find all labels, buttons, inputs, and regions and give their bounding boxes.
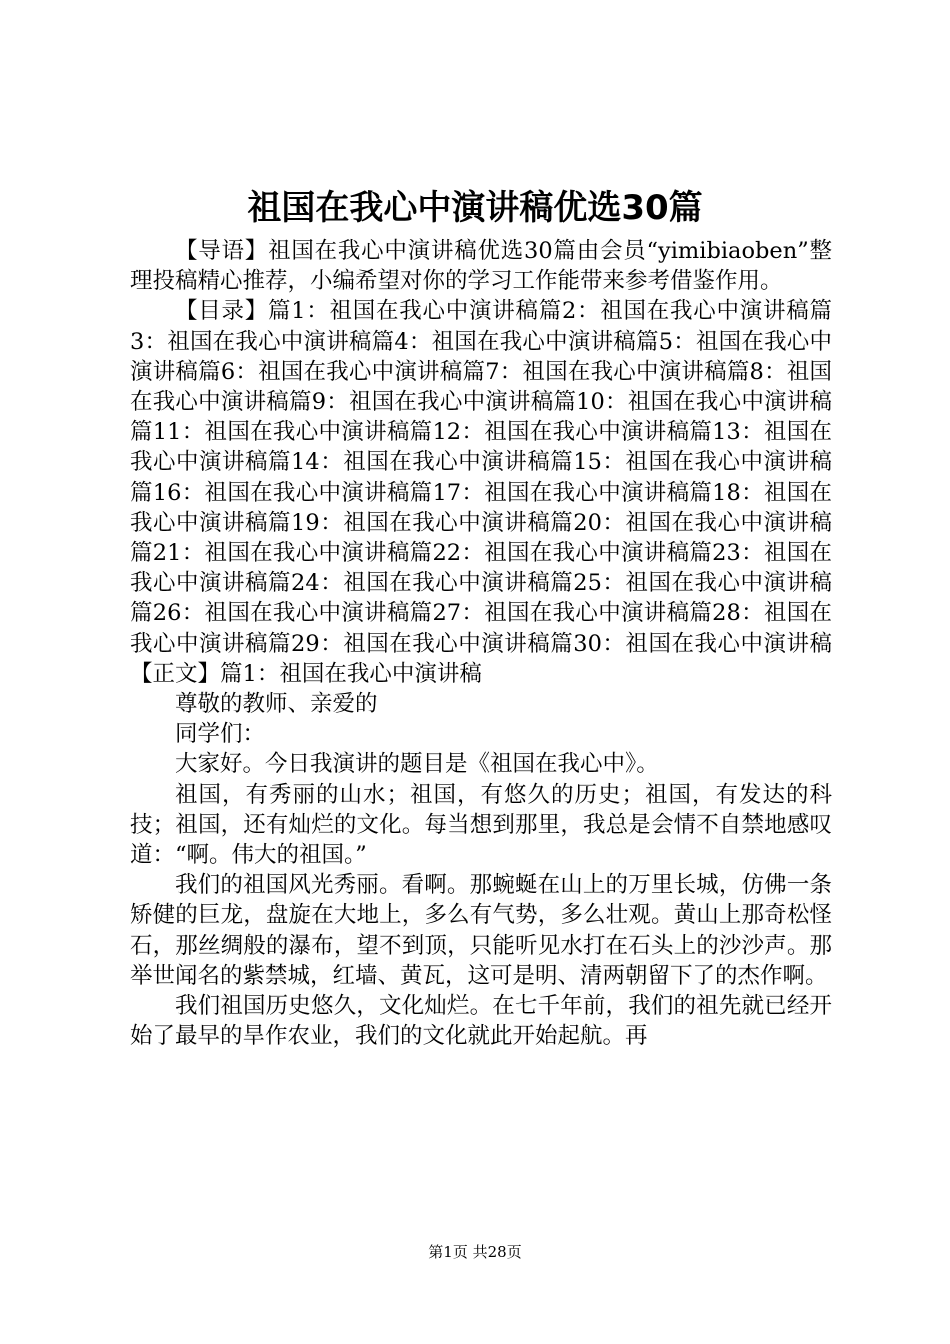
salutation-line: 尊敬的教师、亲爱的 [175,691,378,718]
body-paragraph: 我们的祖国风光秀丽。看啊。那蜿蜒在山上的万里长城，仿佛一条矫健的巨龙，盘旋在大地上，多么有气势，多么壮观。黄山上那奇松怪石，那丝绸般的瀑布，望不到顶，只能听见水打在石头上的沙沙声。那举世闻名的紫禁城，红墙、黄瓦，这可是明、清两朝留下了的杰作啊。 [130,872,832,989]
intro-paragraph: 【导语】祖国在我心中演讲稿优选30篇由会员“yimibiaoben”整理投稿精心推荐，小编希望对你的学习工作能带来参考借鉴作用。 [130,238,832,295]
body-paragraph: 我们祖国历史悠久，文化灿烂。在七千年前，我们的祖先就已经开始了最早的旱作农业，我们的文化就此开始起航。再 [130,993,832,1050]
body-paragraph: 大家好。今日我演讲的题目是《祖国在我心中》。 [175,751,659,778]
page-number-footer: 第1页 共28页 [428,1243,522,1261]
body-paragraph: 祖国，有秀丽的山水；祖国，有悠久的历史；祖国，有发达的科技；祖国，还有灿烂的文化。每当想到那里，我总是会情不自禁地感叹道：“啊。伟大的祖国。” [130,781,832,869]
document-body [130,236,832,1051]
salutation-line: 同学们： [175,721,266,748]
table-of-contents-paragraph: 【目录】篇1：祖国在我心中演讲稿篇2：祖国在我心中演讲稿篇3：祖国在我心中演讲稿篇4：祖国在我心中演讲稿篇5：祖国在我心中演讲稿篇6：祖国在我心中演讲稿篇7：祖国在我心中演讲稿篇8：祖国在我心中演讲稿篇9：祖国在我心中演讲稿篇10：祖国在我心中演讲稿篇11：祖国在我心中演讲稿篇12：祖国在我心中演讲稿篇13：祖国在我心中演讲稿篇14：祖国在我心中演讲稿篇15：祖国在我心中演讲稿篇16：祖国在我心中演讲稿篇17：祖国在我心中演讲稿篇18：祖国在我心中演讲稿篇19：祖国在我心中演讲稿篇20：祖国在我心中演讲稿篇21：祖国在我心中演讲稿篇22：祖国在我心中演讲稿篇23：祖国在我心中演讲稿篇24：祖国在我心中演讲稿篇25：祖国在我心中演讲稿篇26：祖国在我心中演讲稿篇27：祖国在我心中演讲稿篇28：祖国在我心中演讲稿篇29：祖国在我心中演讲稿篇30：祖国在我心中演讲稿【正文】篇1：祖国在我心中演讲稿 [130,298,832,687]
document-title: 祖国在我心中演讲稿优选30篇 [247,188,703,228]
